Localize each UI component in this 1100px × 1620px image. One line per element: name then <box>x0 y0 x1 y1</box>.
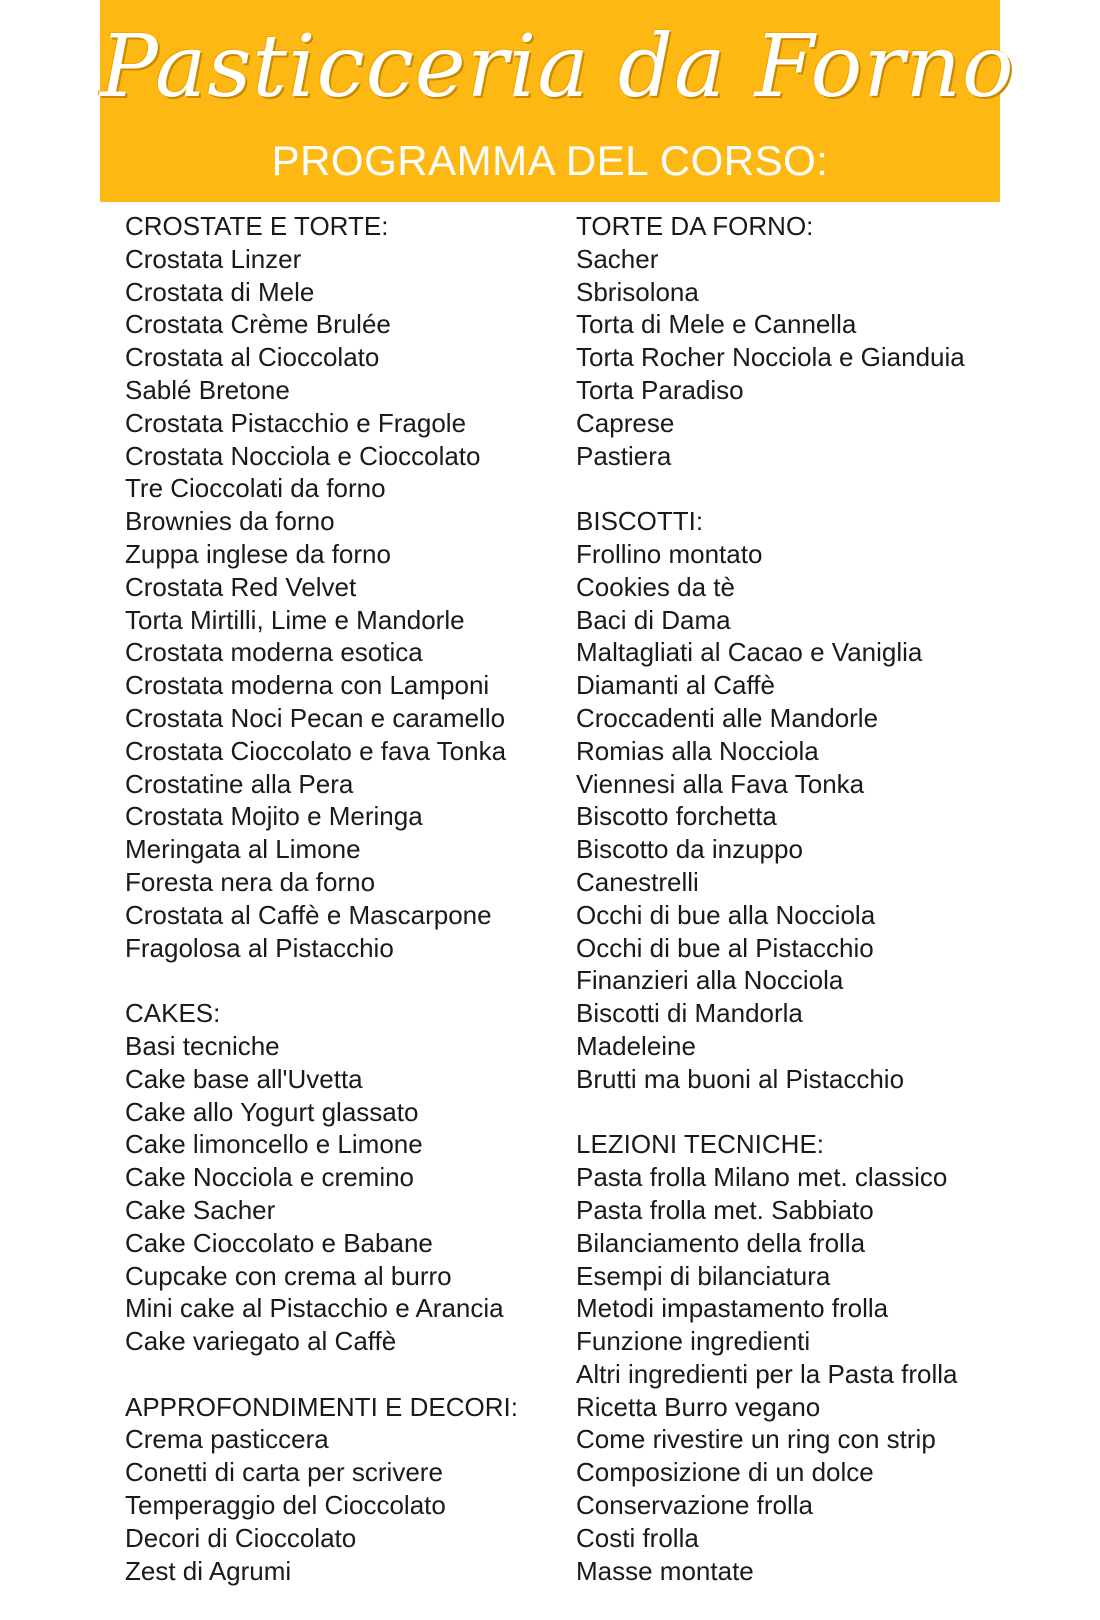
right-column <box>576 210 1016 1620</box>
course-item: Brownies da forno <box>125 506 335 537</box>
course-item: Finanzieri alla Nocciola <box>576 965 844 996</box>
section-heading: BISCOTTI: <box>576 506 704 537</box>
course-item: Decori di Cioccolato <box>125 1522 357 1553</box>
course-item: Cake variegato al Caffè <box>125 1326 397 1357</box>
course-item: Come rivestire un ring con strip <box>576 1424 936 1455</box>
course-item: Basi tecniche <box>125 1030 280 1061</box>
course-item: Crostata Crème Brulée <box>125 309 391 340</box>
course-item: Temperaggio del Cioccolato <box>125 1490 446 1521</box>
course-item: Brutti ma buoni al Pistacchio <box>576 1063 905 1094</box>
course-item: Cake Nocciola e cremino <box>125 1162 415 1193</box>
course-item: Crostata moderna esotica <box>125 637 423 668</box>
course-item: Caprese <box>576 407 675 438</box>
course-item: Fragolosa al Pistacchio <box>125 932 394 963</box>
course-item: Sbrisolona <box>576 276 699 307</box>
course-item: Zuppa inglese da forno <box>125 538 391 569</box>
course-item: Madeleine <box>576 1030 696 1061</box>
course-item: Cake Sacher <box>125 1194 276 1225</box>
course-item: Meringata al Limone <box>125 834 361 865</box>
course-item: Funzione ingredienti <box>576 1326 811 1357</box>
course-item: Sacher <box>576 243 659 274</box>
course-item: Esempi di bilanciatura <box>576 1260 831 1291</box>
course-item: Crostata al Cioccolato <box>125 342 380 373</box>
course-item: Torta Rocher Nocciola e Gianduia <box>576 342 965 373</box>
course-item: Pasta frolla met. Sabbiato <box>576 1194 874 1225</box>
section-heading: TORTE DA FORNO: <box>576 211 814 241</box>
section-heading: CAKES: <box>125 998 221 1029</box>
course-item: Bilanciamento della frolla <box>576 1227 866 1258</box>
course-item: Crostata di Mele <box>125 276 315 307</box>
course-item: Diamanti al Caffè <box>576 670 775 701</box>
course-item: Cupcake con crema al burro <box>125 1260 452 1291</box>
course-item: Cake allo Yogurt glassato <box>125 1096 419 1127</box>
course-item: Maltagliati al Cacao e Vaniglia <box>576 637 923 668</box>
course-item: Crostata Mojito e Meringa <box>125 801 423 832</box>
course-section <box>576 1128 1016 1587</box>
course-item: Viennesi alla Fava Tonka <box>576 768 865 799</box>
course-item: Pasta frolla Milano met. classico <box>576 1162 948 1193</box>
course-item: Crostatine alla Pera <box>125 768 354 799</box>
course-section <box>125 1391 565 1588</box>
course-item: Baci di Dama <box>576 604 731 635</box>
course-item: Crostata al Caffè e Mascarpone <box>125 899 492 930</box>
course-item: Canestrelli <box>576 866 699 897</box>
course-section <box>576 210 1016 472</box>
page-subtitle: PROGRAMMA DEL CORSO: <box>271 137 829 184</box>
course-item: Cookies da tè <box>576 571 735 602</box>
header-banner <box>100 0 1015 202</box>
course-item: Metodi impastamento frolla <box>576 1293 889 1324</box>
course-item: Occhi di bue alla Nocciola <box>576 899 876 930</box>
course-item: Torta Paradiso <box>576 374 744 405</box>
course-item: Cake limoncello e Limone <box>125 1129 423 1160</box>
course-item: Cake base all'Uvetta <box>125 1063 363 1094</box>
section-heading: LEZIONI TECNICHE: <box>576 1129 825 1160</box>
course-item: Tre Cioccolati da forno <box>125 473 386 504</box>
course-item: Crostata Noci Pecan e caramello <box>125 702 506 733</box>
course-item: Conservazione frolla <box>576 1490 814 1521</box>
course-item: Crostata Pistacchio e Fragole <box>125 407 467 438</box>
course-item: Ricetta Burro vegano <box>576 1391 821 1422</box>
section-heading: CROSTATE E TORTE: <box>125 211 389 241</box>
course-item: Masse montate <box>576 1555 754 1586</box>
course-item: Crostata Nocciola e Cioccolato <box>125 440 481 471</box>
course-item: Altri ingredienti per la Pasta frolla <box>576 1358 958 1389</box>
course-item: Zest di Agrumi <box>125 1555 292 1586</box>
course-item: Costi frolla <box>576 1522 699 1553</box>
course-item: Torta Mirtilli, Lime e Mandorle <box>125 604 465 635</box>
course-item: Cake Cioccolato e Babane <box>125 1227 433 1258</box>
page-title: Pasticceria da Forno <box>100 17 1015 117</box>
course-item: Mini cake al Pistacchio e Arancia <box>125 1293 504 1324</box>
course-item: Conetti di carta per scrivere <box>125 1457 443 1488</box>
course-item: Romias alla Nocciola <box>576 735 819 766</box>
course-item: Occhi di bue al Pistacchio <box>576 932 874 963</box>
course-item: Composizione di un dolce <box>576 1457 874 1488</box>
course-section <box>125 210 565 964</box>
course-section <box>125 997 565 1358</box>
course-item: Crostata moderna con Lamponi <box>125 670 490 701</box>
course-item: Torta di Mele e Cannella <box>576 309 857 340</box>
course-item: Biscotto da inzuppo <box>576 834 803 865</box>
course-item: Crostata Cioccolato e fava Tonka <box>125 735 507 766</box>
course-item: Pastiera <box>576 440 672 471</box>
course-item: Foresta nera da forno <box>125 866 376 897</box>
course-item: Frollino montato <box>576 538 763 569</box>
section-heading: APPROFONDIMENTI E DECORI: <box>125 1391 518 1422</box>
course-section <box>576 505 1016 1095</box>
course-item: Crema pasticcera <box>125 1424 329 1455</box>
left-column <box>125 210 565 1620</box>
course-item: Crostata Red Velvet <box>125 571 357 602</box>
course-item: Crostata Linzer <box>125 243 302 274</box>
course-item: Biscotti di Mandorla <box>576 998 803 1029</box>
course-item: Biscotto forchetta <box>576 801 777 832</box>
course-item: Croccadenti alle Mandorle <box>576 702 879 733</box>
course-item: Sablé Bretone <box>125 374 290 405</box>
